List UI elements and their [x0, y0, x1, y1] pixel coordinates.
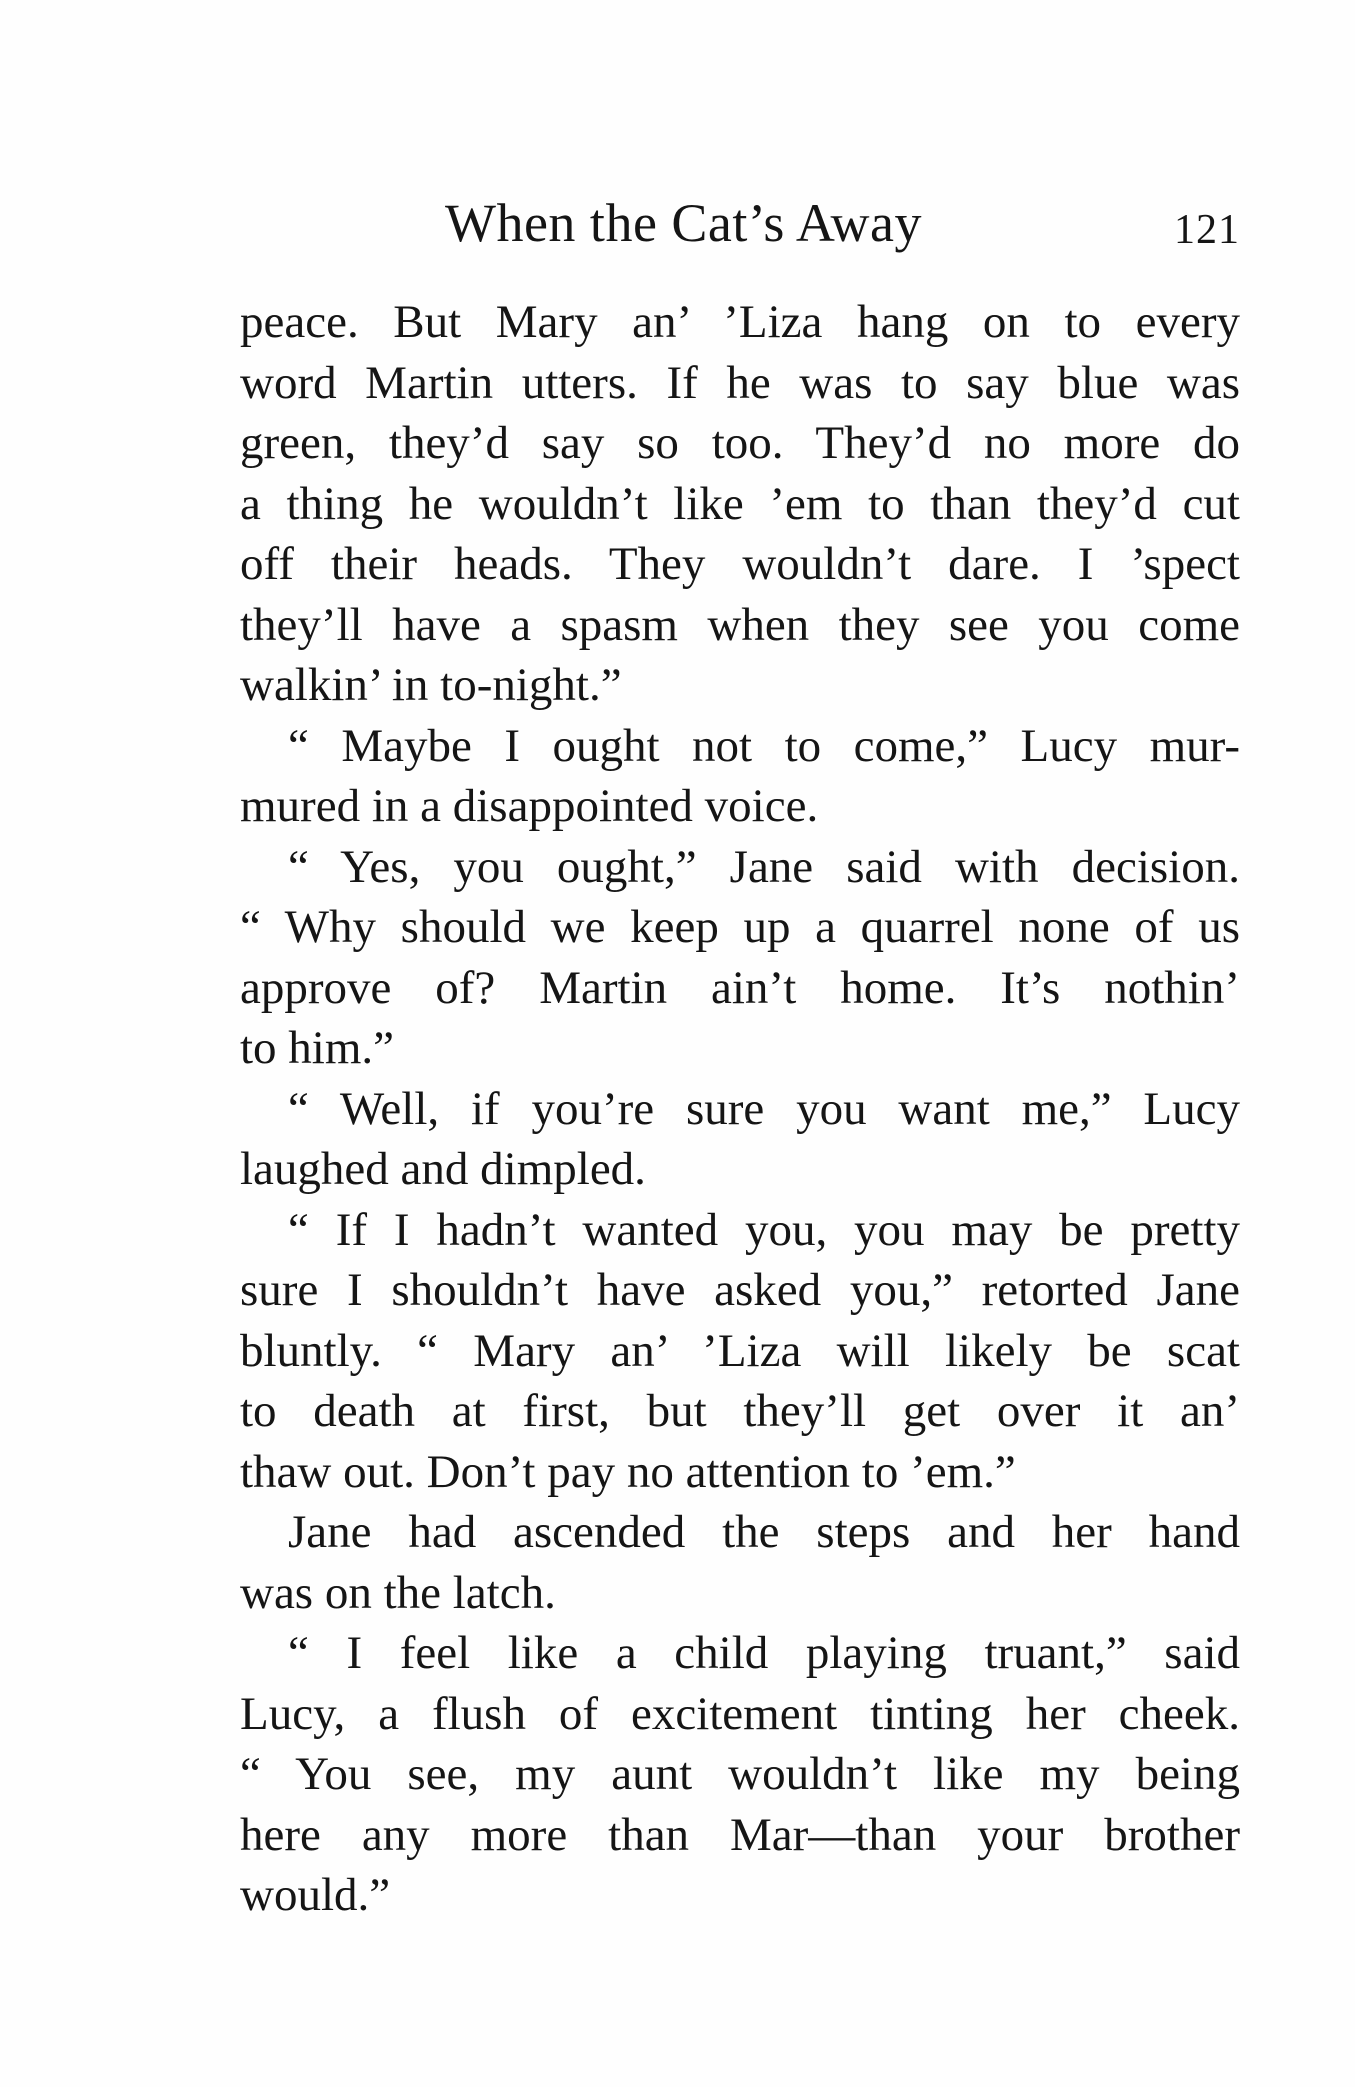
- text-line: bluntly. “ Mary an’ ’Liza will likely be scat: [240, 1324, 1240, 1377]
- body-text: [240, 292, 1240, 1926]
- text-line: walkin’ in to-night.”: [240, 659, 622, 711]
- text-line: they’ll have a spasm when they see you come: [240, 598, 1240, 651]
- text-line: “ Maybe I ought not to come,” Lucy mur-: [288, 719, 1240, 772]
- text-line: “ Yes, you ought,” Jane said with decision.: [288, 840, 1240, 893]
- text-line: mured in a disappointed voice.: [240, 780, 819, 832]
- page-number: 121: [1174, 207, 1240, 253]
- text-line: would.”: [240, 1869, 391, 1921]
- text-line: Jane had ascended the steps and her hand: [288, 1506, 1240, 1558]
- text-line: approve of? Martin ain’t home. It’s nothin’: [240, 961, 1240, 1014]
- text-line: here any more than Mar—than your brother: [240, 1808, 1240, 1861]
- text-line: to him.”: [240, 1022, 395, 1074]
- text-line: green, they’d say so too. They’d no more do: [240, 417, 1240, 469]
- text-line: a thing he wouldn’t like ’em to than they’d cut: [240, 477, 1240, 530]
- text-line: sure I shouldn’t have asked you,” retorted Jane: [240, 1264, 1240, 1316]
- text-line: “ I feel like a child playing truant,” said: [288, 1627, 1240, 1679]
- text-line: peace. But Mary an’ ’Liza hang on to every: [240, 296, 1240, 348]
- text-line: was on the latch.: [240, 1566, 556, 1619]
- text-line: word Martin utters. If he was to say blue was: [240, 356, 1240, 409]
- text-line: off their heads. They wouldn’t dare. I ’spect: [240, 538, 1240, 590]
- text-line: Lucy, a flush of excitement tinting her cheek.: [240, 1687, 1240, 1740]
- text-line: thaw out. Don’t pay no attention to ’em.”: [240, 1445, 1016, 1498]
- running-title: When the Cat’s Away: [445, 193, 922, 253]
- text-line: “ Why should we keep up a quarrel none of us: [240, 901, 1240, 953]
- running-head: [240, 192, 1240, 272]
- text-line: laughed and dimpled.: [240, 1143, 646, 1195]
- text-line: to death at first, but they’ll get over it an’: [240, 1385, 1240, 1437]
- text-line: “ You see, my aunt wouldn’t like my being: [240, 1748, 1240, 1800]
- text-line: “ If I hadn’t wanted you, you may be pretty: [288, 1203, 1240, 1256]
- text-line: “ Well, if you’re sure you want me,” Lucy: [288, 1082, 1240, 1135]
